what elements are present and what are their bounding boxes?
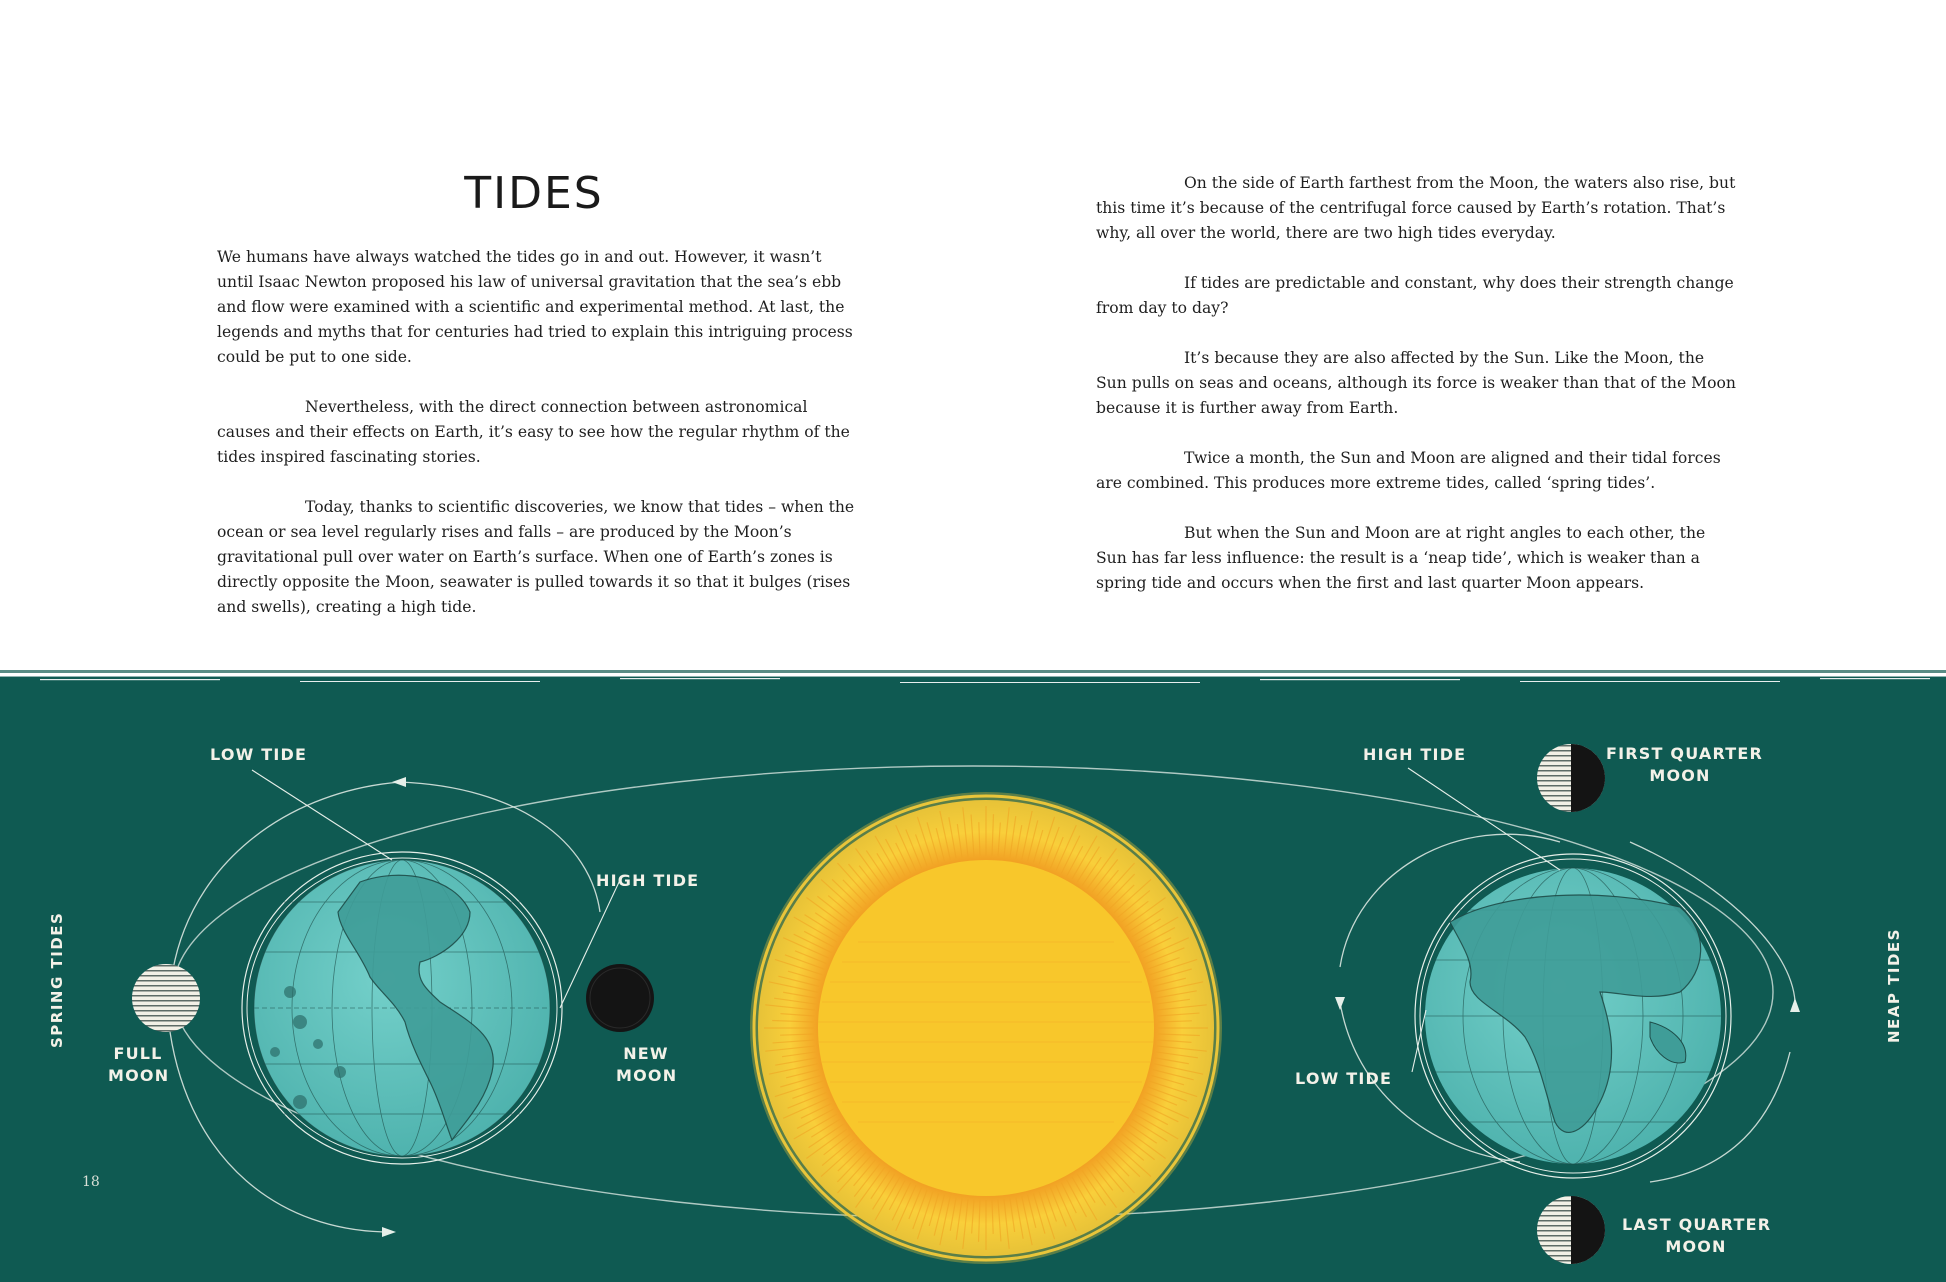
new-moon-icon — [586, 964, 654, 1032]
new-moon-label-line1: NEW — [623, 1044, 669, 1063]
first-quarter-label-line2: MOON — [1649, 766, 1711, 785]
spring-tides-label: SPRING TIDES — [48, 911, 66, 1048]
last-quarter-moon-icon — [1537, 1196, 1605, 1264]
low-tide-label-right: LOW TIDE — [1295, 1069, 1393, 1088]
last-quarter-moon-label — [1622, 1214, 1770, 1258]
left-text-column — [217, 245, 857, 645]
paragraph: Nevertheless, with the direct connection between astronomical causes and their effects on Earth, it’s easy to see how the regular rhythm of the tides inspired fascinating stories. — [217, 398, 850, 466]
sun-illustration — [750, 792, 1222, 1264]
low-tide-label-left: LOW TIDE — [210, 745, 308, 764]
paragraph: But when the Sun and Moon are at right angles to each other, the Sun has far less influence: the result is a ‘neap tide’, which is weaker than a spring tide and occurs when the first and last quarter Moon appears. — [1096, 524, 1706, 592]
neap-tides-label: NEAP TIDES — [1885, 928, 1903, 1043]
first-quarter-moon-label — [1606, 743, 1764, 787]
high-tide-label-right: HIGH TIDE — [1363, 745, 1467, 764]
page-number: 18 — [82, 1174, 100, 1190]
new-moon-label-line2: MOON — [616, 1066, 678, 1085]
rough-edge-divider — [0, 670, 1946, 692]
full-moon-label-line1: FULL — [113, 1044, 163, 1063]
page-title: TIDES — [464, 168, 604, 219]
full-moon-label — [108, 1043, 168, 1087]
new-moon-label — [616, 1043, 676, 1087]
paragraph: On the side of Earth farthest from the Moon, the waters also rise, but this time it’s because of the centrifugal force caused by Earth’s rotation. That’s why, all over the world, there are two high tides everyday. — [1096, 174, 1736, 242]
paragraph: It’s because they are also affected by the Sun. Like the Moon, the Sun pulls on seas and oceans, although its force is weaker than that of the Moon because it is further away from Earth. — [1096, 349, 1736, 417]
last-quarter-label-line1: LAST QUARTER — [1622, 1215, 1772, 1234]
right-text-column — [1096, 171, 1736, 621]
high-tide-label-left: HIGH TIDE — [596, 871, 700, 890]
last-quarter-label-line2: MOON — [1665, 1237, 1727, 1256]
first-quarter-moon-icon — [1537, 744, 1605, 812]
paragraph: Today, thanks to scientific discoveries, we know that tides – when the ocean or sea level regularly rises and falls – are produced by the Moon’s gravitational pull over water on Earth’s surface. When one of Earth’s zones is directly opposite the Moon, seawater is pulled towards it so that it bulges (rises and swells), creating a high tide. — [217, 498, 855, 616]
first-quarter-label-line1: FIRST QUARTER — [1606, 744, 1764, 763]
paragraph: Twice a month, the Sun and Moon are aligned and their tidal forces are combined. This produces more extreme tides, called ‘spring tides’. — [1096, 449, 1721, 492]
paragraph: If tides are predictable and constant, why does their strength change from day to day? — [1096, 274, 1734, 317]
full-moon-icon — [132, 964, 200, 1032]
full-moon-label-line2: MOON — [108, 1066, 170, 1085]
paragraph: We humans have always watched the tides go in and out. However, it wasn’t until Isaac Newton proposed his law of universal gravitation that the sea’s ebb and flow were examined with a scientific and experimental method. At last, the legends and myths that for centuries had tried to explain this intriguing process could be put to one side. — [217, 248, 853, 366]
